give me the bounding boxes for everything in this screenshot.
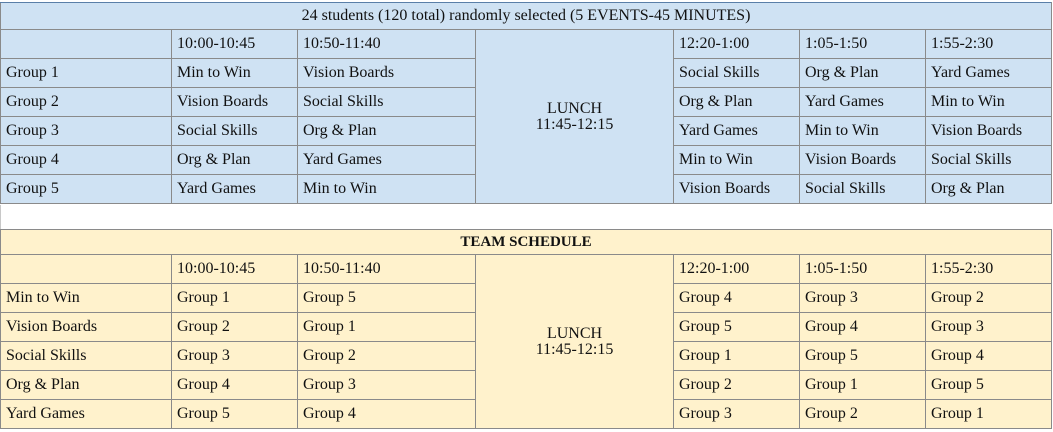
activity-cell[interactable]: Social Skills: [172, 117, 298, 146]
activity-cell[interactable]: Yard Games: [674, 117, 800, 146]
activity-cell[interactable]: Yard Games: [298, 146, 476, 175]
row-label-cell[interactable]: Group 3: [1, 117, 172, 146]
group-cell[interactable]: Group 4: [674, 284, 800, 313]
group-cell[interactable]: Group 4: [926, 342, 1052, 371]
group-cell[interactable]: Group 2: [926, 284, 1052, 313]
activity-cell[interactable]: Social Skills: [298, 88, 476, 117]
row-label-cell[interactable]: Vision Boards: [1, 313, 172, 342]
group-cell[interactable]: Group 2: [674, 371, 800, 400]
group-cell[interactable]: Group 3: [172, 342, 298, 371]
lunch-cell[interactable]: [476, 30, 674, 204]
corner-cell[interactable]: [1, 255, 172, 284]
group-cell[interactable]: Group 1: [172, 284, 298, 313]
row-label-cell[interactable]: Min to Win: [1, 284, 172, 313]
activity-cell[interactable]: Org & Plan: [926, 175, 1052, 204]
group-cell[interactable]: Group 4: [172, 371, 298, 400]
activity-cell[interactable]: Org & Plan: [298, 117, 476, 146]
activity-cell[interactable]: Org & Plan: [172, 146, 298, 175]
time-header-cell[interactable]: 10:00-10:45: [172, 30, 298, 59]
activity-cell[interactable]: Social Skills: [926, 146, 1052, 175]
lunch-cell[interactable]: [476, 255, 674, 429]
corner-cell[interactable]: [1, 30, 172, 59]
group-cell[interactable]: Group 1: [800, 371, 926, 400]
group-cell[interactable]: Group 5: [926, 371, 1052, 400]
group-cell[interactable]: Group 5: [298, 284, 476, 313]
activity-cell[interactable]: Vision Boards: [298, 59, 476, 88]
row-label-cell[interactable]: Group 5: [1, 175, 172, 204]
activity-cell[interactable]: Org & Plan: [800, 59, 926, 88]
time-header-cell[interactable]: 10:50-11:40: [298, 255, 476, 284]
activity-cell[interactable]: Vision Boards: [926, 117, 1052, 146]
activity-cell[interactable]: Vision Boards: [172, 88, 298, 117]
group-cell[interactable]: Group 1: [926, 400, 1052, 429]
group-cell[interactable]: Group 5: [172, 400, 298, 429]
group-cell[interactable]: Group 4: [800, 313, 926, 342]
activity-cell[interactable]: Social Skills: [674, 59, 800, 88]
group-cell[interactable]: Group 5: [674, 313, 800, 342]
group-cell[interactable]: Group 2: [172, 313, 298, 342]
schedule-title-cell[interactable]: 24 students (120 total) randomly selected (5 EVENTS-45 MINUTES): [1, 3, 1052, 30]
group-cell[interactable]: Group 3: [926, 313, 1052, 342]
group-cell[interactable]: Group 3: [298, 371, 476, 400]
time-header-cell[interactable]: 1:55-2:30: [926, 30, 1052, 59]
team-schedule-table: [0, 229, 1052, 429]
activity-cell[interactable]: Vision Boards: [800, 146, 926, 175]
group-cell[interactable]: Group 1: [674, 342, 800, 371]
group-cell[interactable]: Group 4: [298, 400, 476, 429]
time-header-cell[interactable]: 10:00-10:45: [172, 255, 298, 284]
activity-cell[interactable]: Yard Games: [800, 88, 926, 117]
row-label-cell[interactable]: Group 2: [1, 88, 172, 117]
team-schedule-title-cell[interactable]: TEAM SCHEDULE: [1, 230, 1052, 255]
time-header-cell[interactable]: 12:20-1:00: [674, 30, 800, 59]
activity-cell[interactable]: Social Skills: [800, 175, 926, 204]
activity-cell[interactable]: Min to Win: [800, 117, 926, 146]
lunch-time: 11:45-12:15: [535, 115, 614, 133]
activity-cell[interactable]: Min to Win: [926, 88, 1052, 117]
activity-cell[interactable]: Min to Win: [172, 59, 298, 88]
group-cell[interactable]: Group 3: [800, 284, 926, 313]
time-header-cell[interactable]: 10:50-11:40: [298, 30, 476, 59]
group-cell[interactable]: Group 5: [800, 342, 926, 371]
student-schedule-table: [0, 2, 1052, 204]
lunch-label: LUNCH: [546, 324, 603, 342]
empty-spacer-row[interactable]: [0, 205, 1053, 229]
time-header-cell[interactable]: 1:55-2:30: [926, 255, 1052, 284]
activity-cell[interactable]: Min to Win: [674, 146, 800, 175]
activity-cell[interactable]: Yard Games: [172, 175, 298, 204]
lunch-time: 11:45-12:15: [535, 340, 614, 358]
row-label-cell[interactable]: Social Skills: [1, 342, 172, 371]
time-header-cell[interactable]: 1:05-1:50: [800, 255, 926, 284]
activity-cell[interactable]: Vision Boards: [674, 175, 800, 204]
time-header-cell[interactable]: 12:20-1:00: [674, 255, 800, 284]
row-label-cell[interactable]: Group 1: [1, 59, 172, 88]
group-cell[interactable]: Group 2: [800, 400, 926, 429]
row-label-cell[interactable]: Yard Games: [1, 400, 172, 429]
activity-cell[interactable]: Yard Games: [926, 59, 1052, 88]
group-cell[interactable]: Group 3: [674, 400, 800, 429]
activity-cell[interactable]: Org & Plan: [674, 88, 800, 117]
time-header-cell[interactable]: 1:05-1:50: [800, 30, 926, 59]
group-cell[interactable]: Group 2: [298, 342, 476, 371]
lunch-label: LUNCH: [546, 99, 603, 117]
activity-cell[interactable]: Min to Win: [298, 175, 476, 204]
row-label-cell[interactable]: Org & Plan: [1, 371, 172, 400]
group-cell[interactable]: Group 1: [298, 313, 476, 342]
row-label-cell[interactable]: Group 4: [1, 146, 172, 175]
